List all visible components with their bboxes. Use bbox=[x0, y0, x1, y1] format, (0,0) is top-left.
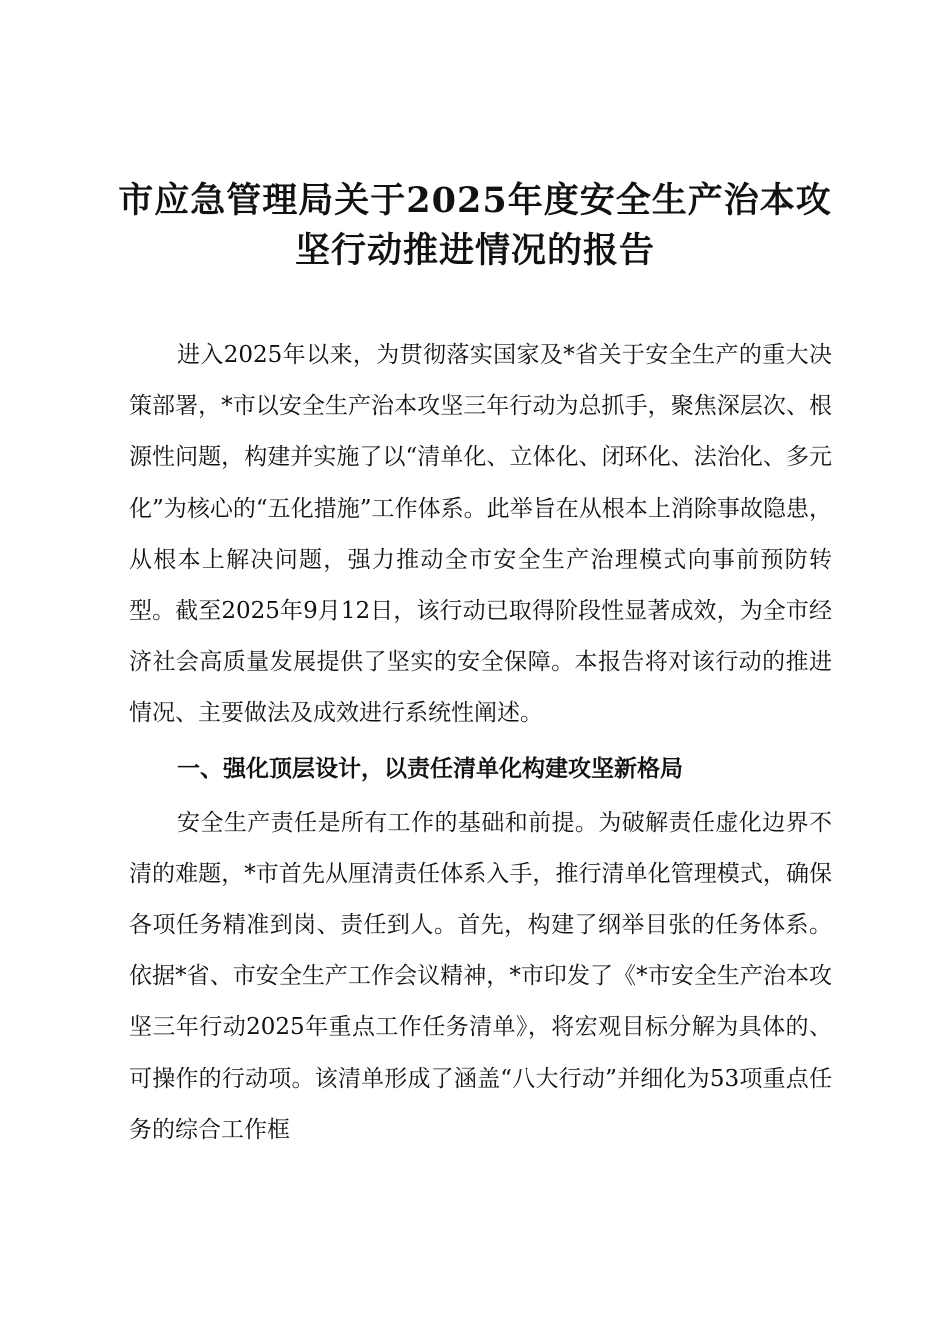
title-line-1: 市应急管理局关于2025年度安全生产治本攻 bbox=[118, 180, 832, 221]
intro-paragraph: 进入2025年以来，为贯彻落实国家及*省关于安全生产的重大决策部署，*市以安全生产治本攻坚三年行动为总抓手，聚焦深层次、根源性问题，构建并实施了以“清单化、立体化、闭环化、法治化、多元化”为核心的“五化措施”工作体系。此举旨在从根本上消除事故隐患，从根本上解决问题，强力推动全市安全生产治理模式向事前预防转型。截至2025年9月12日，该行动已取得阶段性显著成效，为全市经济社会高质量发展提供了坚实的安全保障。本报告将对该行动的推进情况、主要做法及成效进行系统性阐述。 bbox=[129, 342, 832, 727]
section-1-paragraph: 安全生产责任是所有工作的基础和前提。为破解责任虚化边界不清的难题，*市首先从厘清责任体系入手，推行清单化管理模式，确保各项任务精准到岗、责任到人。首先，构建了纲举目张的任务体系。依据*省、市安全生产工作会议精神，*市印发了《*市安全生产治本攻坚三年行动2025年重点工作任务清单》，将宏观目标分解为具体的、可操作的行动项。该清单形成了涵盖“八大行动”并细化为53项重点任务的综合工作框 bbox=[129, 809, 832, 1143]
section-heading-1: 一、强化顶层设计，以责任清单化构建攻坚新格局 bbox=[177, 755, 683, 782]
title-line-2: 坚行动推进情况的报告 bbox=[294, 230, 655, 271]
document-body bbox=[129, 330, 832, 1156]
document-title bbox=[110, 176, 840, 276]
